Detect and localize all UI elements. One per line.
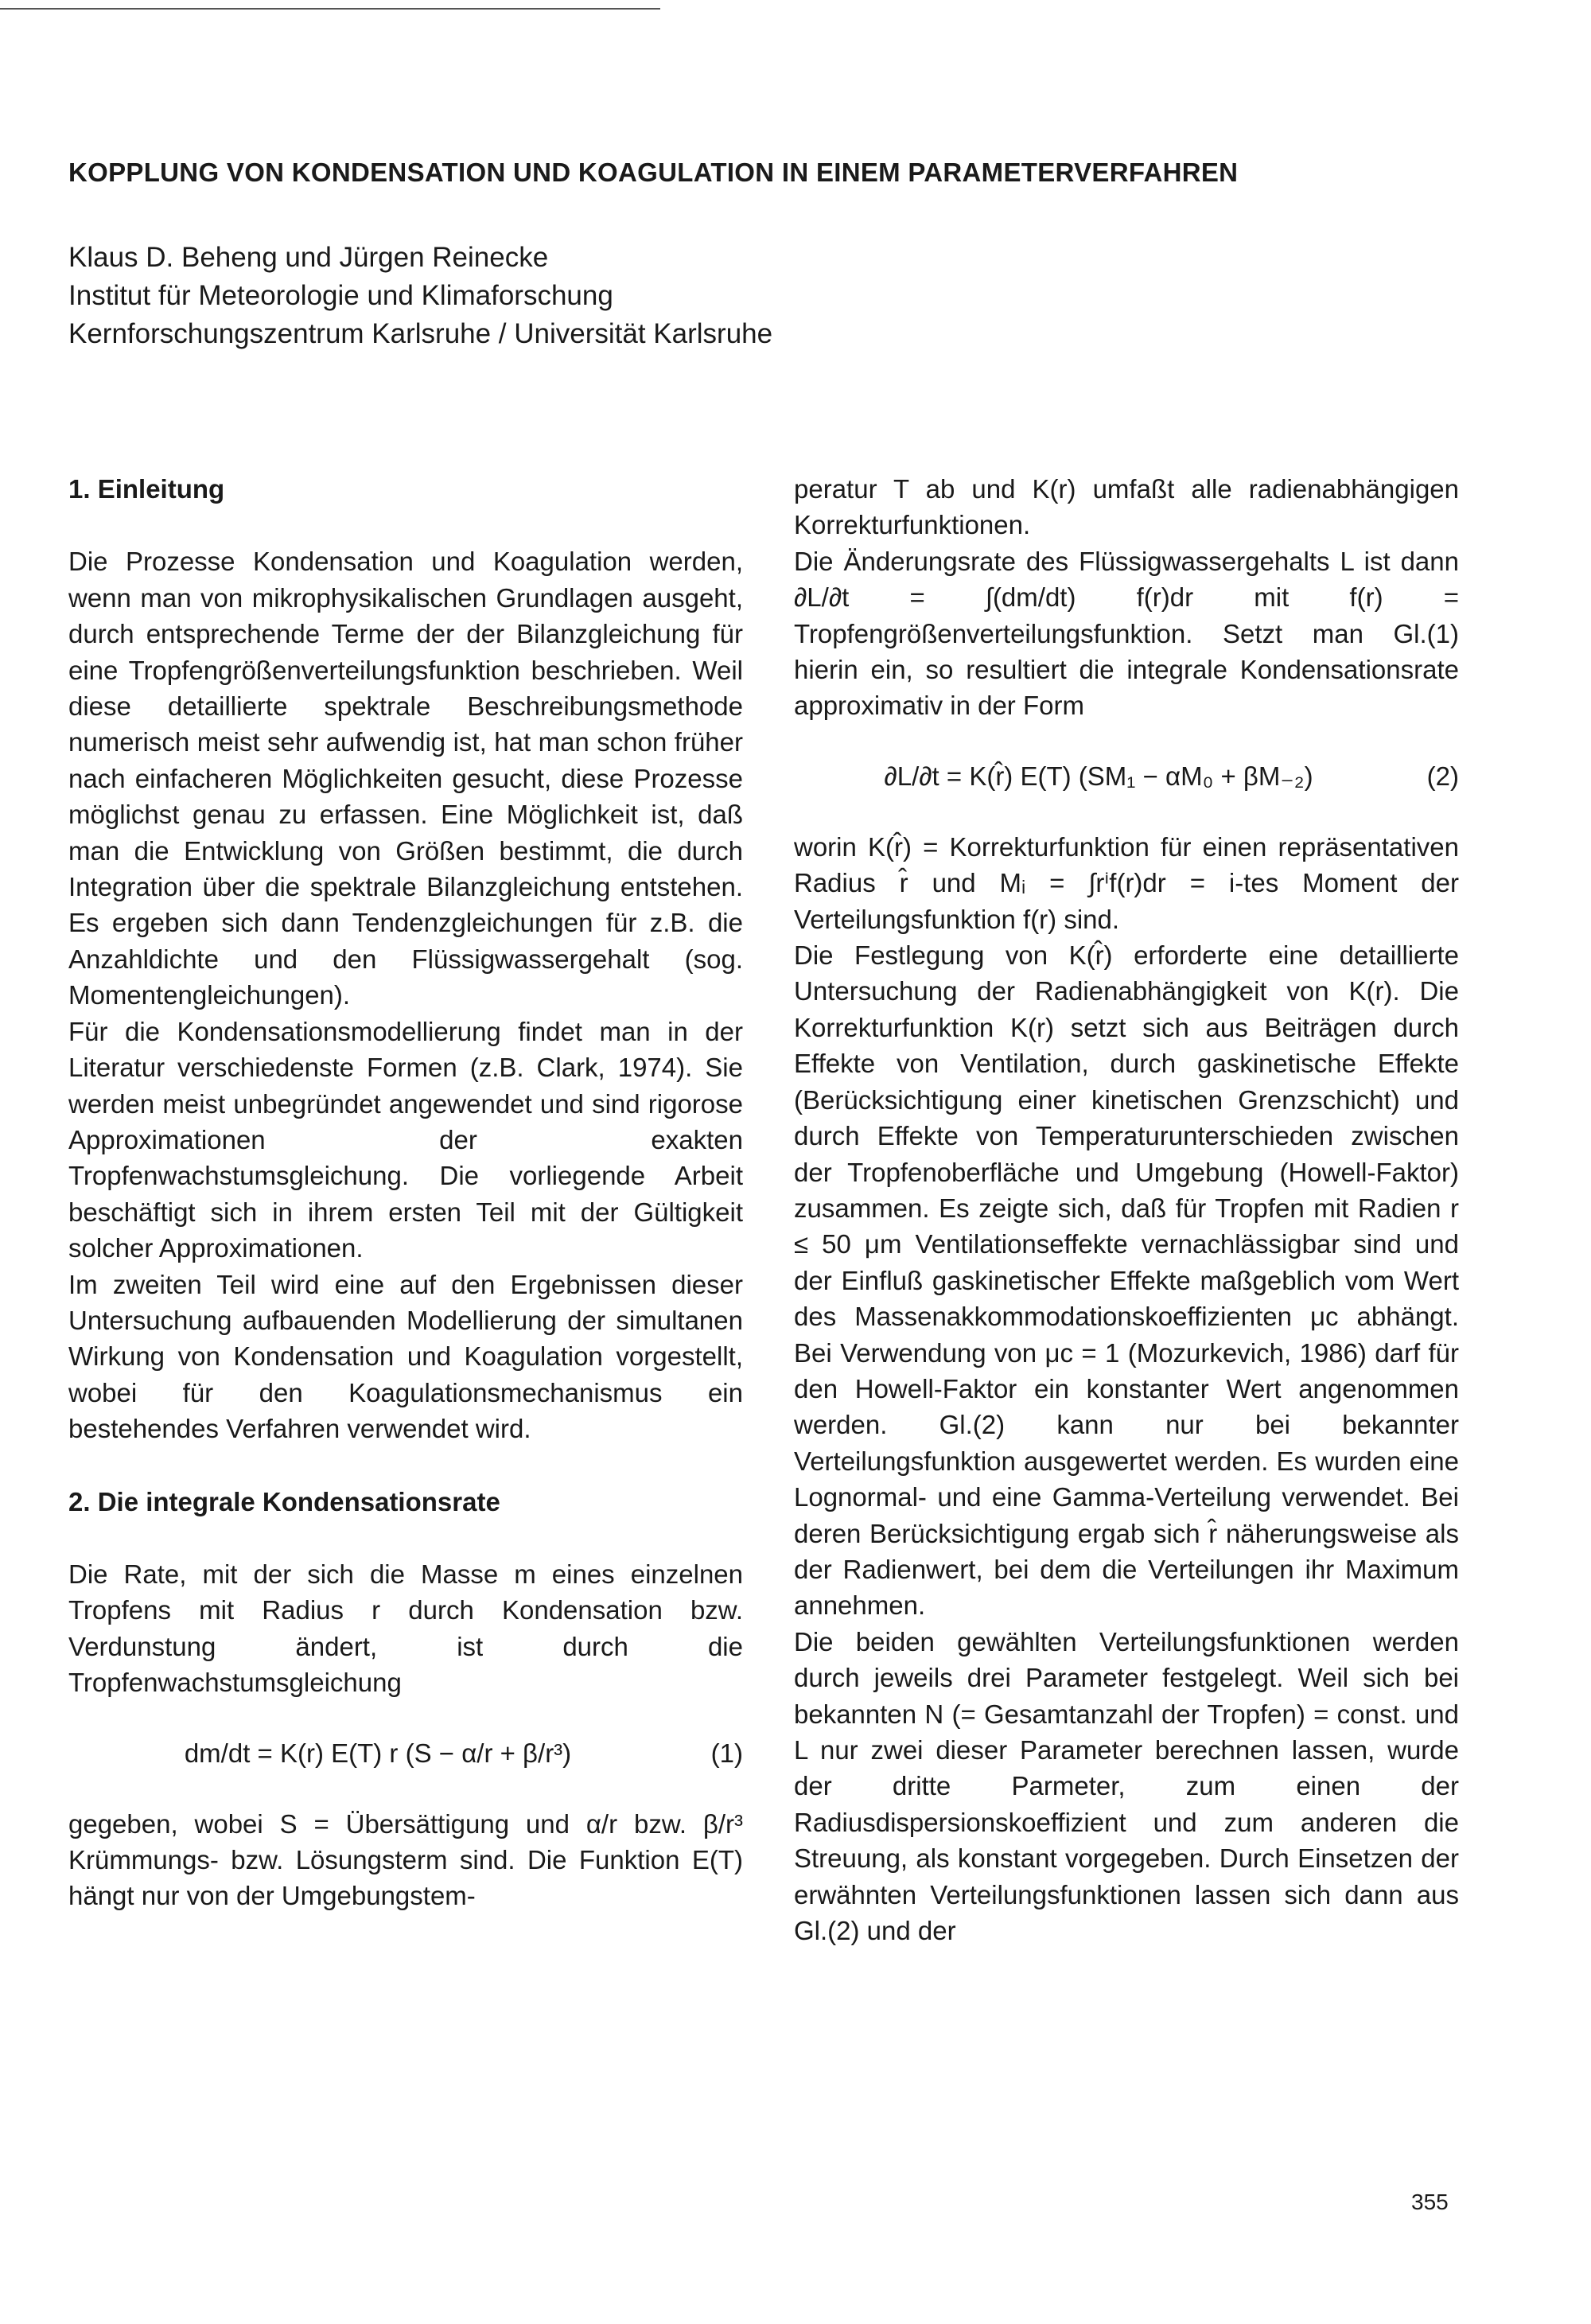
paragraph: gegeben, wobei S = Übersättigung und α/r bzw. β/r³ Krümmungs- bzw. Lösungsterm sind. Die Funktion E(T) hängt nur von der Umgebungstem- <box>68 1808 743 1911</box>
paragraph: worin K(r̂) = Korrekturfunktion für einen repräsentativen Radius r̂ und Mᵢ = ∫rⁱf(r)dr = i-tes Moment der Verteilungsfunktion f(r) sind. <box>794 831 1459 934</box>
equation-number: (1) <box>710 1738 743 1768</box>
paragraph: Die beiden gewählten Verteilungsfunktionen werden durch jeweils drei Parameter festgelegt. Weil sich bei bekannten N (= Gesamtanzahl der Tropfen) = const. und L nur zwei dieser Parameter berechnen lassen, wurde der dritte Parmeter, zum einen der Radiusdispersionskoeffizient und zum anderen die Streuung, als konstant vorgegeben. Durch Einsetzen der erwähnten Verteilungsfunktionen lassen sich dann aus Gl.(2) und der <box>794 1626 1459 1946</box>
author-affiliation: Kernforschungszentrum Karlsruhe / Universität Karlsruhe <box>68 318 773 349</box>
paragraph: Die Prozesse Kondensation und Koagulation werden, wenn man von mikrophysikalischen Grundlagen ausgeht, durch entsprechende Terme der der Bilanzgleichung für eine Tropfengrößenverteilungsfunktion beschrieben. Weil diese detaillierte spektrale Beschreibungsmethode numerisch meist sehr aufwendig ist, hat man schon früher nach einfacheren Möglichkeiten gesucht, diese Prozesse möglichst genau zu erfassen. Eine Möglichkeit ist, daß man die Entwicklung von Größen bestimmt, die durch Integration über die spektrale Bilanzgleichung entstehen. Es ergeben sich dann Tendenzgleichungen für z.B. die Anzahldichte und den Flüssigwassergehalt (sog. Momentengleichungen). <box>68 547 743 1010</box>
author-block <box>68 239 772 353</box>
author-names: Klaus D. Beheng und Jürgen Reinecke <box>68 242 549 273</box>
section-heading-1: 1. Einleitung <box>68 474 225 504</box>
paragraph: Die Festlegung von K(r̂) erforderte eine detaillierte Untersuchung der Radienabhängigkeit von K(r). Die Korrekturfunktion K(r) setzt sich aus Beiträgen durch Effekte von Ventilation, durch gaskinetische Effekte (Berücksichtigung einer kinetischen Grenzschicht) und durch Effekte von Temperaturunterschieden zwischen der Tropfenoberfläche und Umgebung (Howell-Faktor) zusammen. Es zeigte sich, daß für Tropfen mit Radien r ≤ 50 μm Ventilationseffekte vernachlässigbar sind und der Einfluß gaskinetischer Effekte maßgeblich vom Wert des Massenakkommodationskoeffizienten μc abhängt. Bei Verwendung von μc = 1 (Mozurkevich, 1986) darf für den Howell-Faktor ein konstanter Wert angenommen werden. Gl.(2) kann nur bei bekannter Verteilungsfunktion ausgewertet werden. Es wurden eine Lognormal- und eine Gamma-Verteilung verwendet. Bei deren Berücksichtigung ergab sich r̂ näherungsweise als der Radienwert, bei dem die Verteilungen ihr Maximum annehmen. <box>794 940 1459 1621</box>
paragraph: peratur T ab und K(r) umfaßt alle radienabhängigen Korrekturfunktionen. <box>794 474 1459 540</box>
paragraph: Die Rate, mit der sich die Masse m eines einzelnen Tropfens mit Radius r durch Kondensation bzw. Verdunstung ändert, ist durch die Tropfenwachstumsgleichung <box>68 1559 743 1698</box>
paragraph: Im zweiten Teil wird eine auf den Ergebnissen dieser Untersuchung aufbauenden Modellierung der simultanen Wirkung von Kondensation und Koagulation vorgestellt, wobei für den Koagulationsmechanismus ein bestehendes Verfahren verwendet wird. <box>68 1269 743 1444</box>
section-heading-2: 2. Die integrale Kondensationsrate <box>68 1486 500 1516</box>
equation-2 <box>794 740 1459 813</box>
equation-number: (2) <box>1426 761 1459 792</box>
equation-expression: ∂L/∂t = K(r̂) E(T) (SM₁ − αM₀ + βM₋₂) <box>884 761 1313 792</box>
top-rule <box>0 8 660 10</box>
page-number: 355 <box>1411 2190 1449 2214</box>
equation-expression: dm/dt = K(r) E(T) r (S − α/r + β/r³) <box>184 1738 572 1768</box>
right-column <box>794 471 1459 1948</box>
paragraph: Die Änderungsrate des Flüssigwassergehalts L ist dann ∂L/∂t = ∫(dm/dt) f(r)dr mit f(r) = Tropfengrößenverteilungsfunktion. Setzt man Gl.(1) hierin ein, so resultiert die integrale Kondensationsrate approximativ in der Form <box>794 546 1459 721</box>
author-institute: Institut für Meteorologie und Klimaforschung <box>68 280 613 311</box>
left-column <box>68 471 743 1914</box>
equation-1 <box>68 1717 743 1790</box>
paper-title: KOPPLUNG VON KONDENSATION UND KOAGULATION IN EINEM PARAMETERVERFAHREN <box>68 158 1239 187</box>
paragraph: Für die Kondensationsmodellierung findet man in der Literatur verschiedenste Formen (z.B. Clark, 1974). Sie werden meist unbegründet angewendet und sind rigorose Approximationen der exakten Tropfenwachstumsgleichung. Die vorliegende Arbeit beschäftigt sich in ihrem ersten Teil mit der Gültigkeit solcher Approximationen. <box>68 1016 743 1263</box>
